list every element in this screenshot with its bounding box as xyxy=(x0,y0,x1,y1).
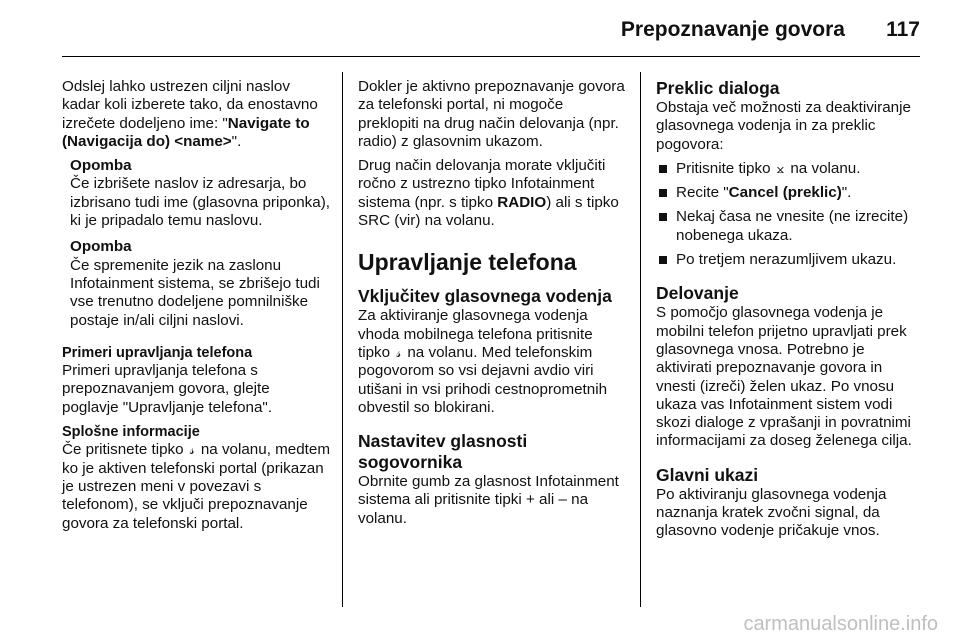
splosne-section: Splošne informacije Če pritisnete tipko 𝓈 na volanu, medtem ko je aktiven telefonski portal (prikazan je ustrezen meni v povezavi s telefonom), se vključi prepoznavanje govora za telefonski portal. xyxy=(62,424,330,532)
vklj-heading: Vključitev glasovnega vodenja xyxy=(358,286,612,307)
bullet-square-icon xyxy=(659,256,667,264)
voice-key-icon: 𝓈 xyxy=(189,442,195,458)
page-number: 117 xyxy=(886,18,920,41)
cancel-voice-key-icon: ⨲ xyxy=(776,160,785,176)
glasnost-heading: Nastavitev glasnosti sogovornika xyxy=(358,431,528,473)
navigate-command: Navigate to (Navigacija do) <name> xyxy=(62,114,310,150)
glavni-heading: Glavni ukazi xyxy=(656,464,759,485)
list-item: Recite "Cancel (preklic)". xyxy=(656,184,922,202)
column-1 xyxy=(62,78,330,539)
radio-key-label: RADIO xyxy=(497,193,547,211)
note-1-text: Če izbrišete naslov iz adresarja, bo izbrisano tudi ime (glasovna priponka), ki je pripadalo temu naslovu. xyxy=(70,175,331,230)
column-divider-2 xyxy=(640,72,641,607)
splosne-heading: Splošne informacije xyxy=(62,424,200,441)
column-divider-1 xyxy=(342,72,343,607)
note-2-text: Če spremenite jezik na zaslonu Infotainment sistema, se zbrišejo tudi vse trenutno dodeljene pomnilniške postaje in/ali ciljni naslovi. xyxy=(70,256,320,329)
voice-key-icon: 𝓈 xyxy=(396,344,402,360)
col2-paragraph-2: Drug način delovanja morate vključiti ročno z ustrezno tipko Infotainment sistema (npr. s tipko RADIO) ali s tipko SRC (vir) na volanu. xyxy=(358,157,619,230)
page-title: Prepoznavanje govora xyxy=(620,18,845,41)
primeri-text: Primeri upravljanja telefona s prepoznavanjem govora, glejte poglavje "Upravljanje telefona". xyxy=(62,362,273,416)
cancel-command: Cancel (preklic) xyxy=(728,184,842,202)
preklic-text: Obstaja več možnosti za deaktiviranje glasovnega vodenja in za preklic pogovora: xyxy=(656,99,911,153)
list-item: Pritisnite tipko ⨲ na volanu. xyxy=(656,160,922,178)
intro-paragraph: Odslej lahko ustrezen ciljni naslov kadar koli izberete tako, da enostavno izrečete dodeljeno ime: "Navigate to (Navigacija do) <name>". xyxy=(62,78,318,150)
vklj-text: Za aktiviranje glasovnega vodenja vhoda mobilnega telefona pritisnite tipko 𝓈 na volanu. Med telefonskim pogovorom so vsi dejavni avdio viri utišani in vsi prihodi cestnoprometnih obvestil so blokirani. xyxy=(358,307,608,416)
column-3 xyxy=(656,78,922,547)
header-rule xyxy=(62,56,920,57)
watermark: carmanualsonline.info xyxy=(743,613,938,635)
preklic-heading: Preklic dialoga xyxy=(656,78,780,98)
note-2 xyxy=(70,238,330,329)
bullet-square-icon xyxy=(659,213,667,221)
primeri-section xyxy=(62,344,330,417)
bullet-square-icon xyxy=(659,189,667,197)
page-header xyxy=(0,0,960,60)
primeri-heading: Primeri upravljanja telefona xyxy=(62,344,253,361)
delovanje-text: S pomočjo glasovnega vodenja je mobilni telefon prijetno upravljati prek glasovnega vnosa. Potrebno je aktivirati prepoznavanje govora in vnesti (izreči) želen ukaz. Po vnosu ukaza vas Infotainment sistem vodi skozi dialoge z vprašanji in povratnimi informacijami za doseg želenega cilja. xyxy=(656,304,912,450)
bullet-square-icon xyxy=(659,165,667,173)
preklic-list xyxy=(656,160,922,269)
delovanje-heading: Delovanje xyxy=(656,283,739,304)
note-1 xyxy=(70,157,330,230)
list-item: Po tretjem nerazumljivem ukazu. xyxy=(656,251,922,269)
glavni-text: Po aktiviranju glasovnega vodenja naznanja kratek zvočni signal, da glasovno vodenje pričakuje vnos. xyxy=(656,485,887,540)
glasnost-text: Obrnite gumb za glasnost Infotainment sistema ali pritisnite tipki + ali – na volanu. xyxy=(358,473,619,527)
note-1-heading: Opomba xyxy=(70,157,132,175)
note-2-heading: Opomba xyxy=(70,238,132,256)
section-heading-upravljanje: Upravljanje telefona xyxy=(358,249,577,276)
list-item: Nekaj časa ne vnesite (ne izrecite) nobenega ukaza. xyxy=(656,208,922,245)
column-2 xyxy=(358,78,626,534)
col2-paragraph-1: Dokler je aktivno prepoznavanje govora za telefonski portal, ni mogoče preklopiti na drug način delovanja (npr. radio) z glasovnim ukazom. xyxy=(358,78,625,150)
